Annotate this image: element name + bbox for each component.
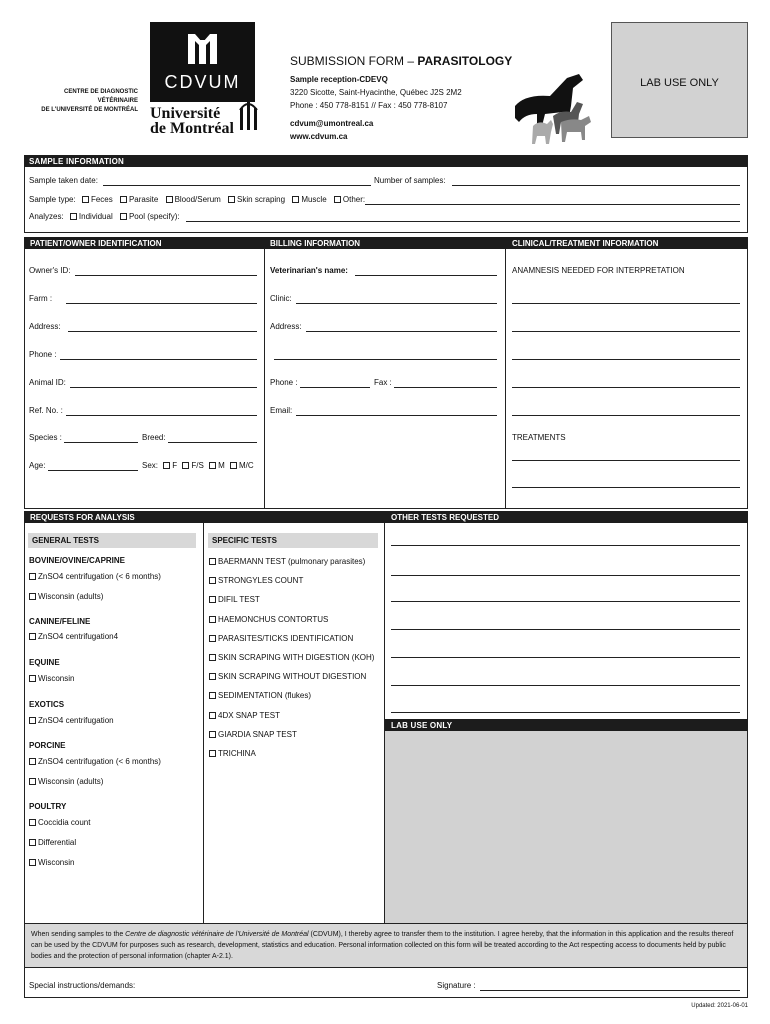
form-title-bold: PARASITOLOGY — [417, 54, 513, 68]
animals-icon — [505, 66, 595, 146]
other-test-line-4[interactable] — [391, 629, 740, 630]
patient-header: PATIENT/OWNER IDENTIFICATION — [30, 239, 162, 248]
specific-item-5[interactable]: PARASITES/TICKS IDENTIFICATION — [209, 634, 353, 643]
checkbox-poultry-coccidia[interactable] — [29, 819, 36, 826]
analyzes-row — [29, 212, 180, 221]
checkbox-4dx[interactable] — [209, 712, 216, 719]
univ-line1: Université — [150, 105, 221, 122]
checkbox-difil[interactable] — [209, 596, 216, 603]
parasite-label: Parasite — [128, 195, 159, 204]
centre-name-line1: CENTRE DE DIAGNOSTIC VÉTÉRINAIRE — [63, 89, 138, 104]
checkbox-canine-znso4[interactable] — [29, 633, 36, 640]
sample-info-header: SAMPLE INFORMATION — [24, 155, 748, 167]
specific-tests-header: SPECIFIC TESTS — [208, 533, 378, 548]
checkbox-blood-serum[interactable] — [166, 196, 173, 203]
canine-heading: CANINE/FELINE — [29, 617, 91, 626]
sample-type-row — [29, 195, 365, 204]
poultry-item-3[interactable]: Wisconsin — [29, 858, 74, 867]
checkbox-baermann[interactable] — [209, 558, 216, 565]
special-instructions-label: Special instructions/demands: — [29, 981, 136, 990]
animal-id-field[interactable] — [70, 387, 257, 388]
lab-phone: Phone : 450 778-8151 // Fax : 450 778-8107 — [290, 101, 448, 110]
porcine-heading: PORCINE — [29, 741, 66, 750]
treatments-line-2[interactable] — [512, 487, 740, 488]
checkbox-exotics-znso4[interactable] — [29, 717, 36, 724]
checkbox-haemonchus[interactable] — [209, 616, 216, 623]
checkbox-skin-koh[interactable] — [209, 654, 216, 661]
clinic-field[interactable] — [296, 303, 497, 304]
billing-phone-label: Phone : — [270, 378, 298, 387]
patient-address-field[interactable] — [68, 331, 257, 332]
column-divider-2 — [505, 249, 506, 509]
num-samples-field[interactable] — [452, 185, 740, 186]
other-label: Other: — [342, 195, 366, 204]
pool-label: Pool (specify): — [128, 212, 180, 221]
checkbox-sex-m[interactable] — [209, 462, 216, 469]
clinic-label: Clinic: — [270, 294, 292, 303]
reception: Sample reception-CDEVQ — [290, 75, 388, 84]
column-divider-1 — [264, 249, 265, 509]
breed-field[interactable] — [168, 442, 257, 443]
checkbox-feces[interactable] — [82, 196, 89, 203]
consent-text-1: When sending samples to the — [31, 931, 126, 938]
specific-item-1[interactable]: BAERMANN TEST (pulmonary parasites) — [209, 557, 365, 566]
specific-item-10[interactable]: GIARDIA SNAP TEST — [209, 730, 297, 739]
univ-line2: de Montréal — [150, 120, 234, 137]
logo-text: CDVUM — [164, 72, 241, 92]
owner-id-label: Owner's ID: — [29, 266, 71, 275]
sex-fs-label: F/S — [191, 461, 204, 470]
billing-address-field[interactable] — [306, 331, 497, 332]
patient-address-label: Address: — [29, 322, 61, 331]
lab-address: 3220 Sicotte, Saint-Hyacinthe, Québec J2S 2M2 — [290, 88, 462, 97]
checkbox-poultry-differential[interactable] — [29, 839, 36, 846]
lab-use-bar — [385, 719, 748, 731]
other-test-line-1[interactable] — [391, 545, 740, 546]
sex-mc-label: M/C — [238, 461, 254, 470]
requests-divider-1 — [203, 523, 204, 924]
exotics-item-1[interactable]: ZnSO4 centrifugation — [29, 716, 114, 725]
university-name — [150, 106, 234, 136]
ref-no-label: Ref. No. : — [29, 406, 63, 415]
billing-address-label: Address: — [270, 322, 302, 331]
university-emblem-icon — [238, 98, 260, 132]
checkbox-parasites-ticks[interactable] — [209, 635, 216, 642]
individual-label: Individual — [78, 212, 113, 221]
form-title-plain: SUBMISSION FORM – — [290, 54, 418, 68]
bovine-item-2[interactable]: Wisconsin (adults) — [29, 592, 103, 601]
checkbox-trichina[interactable] — [209, 750, 216, 757]
animal-id-label: Animal ID: — [29, 378, 66, 387]
billing-email-field[interactable] — [296, 415, 497, 416]
anamnesis-line-4[interactable] — [512, 387, 740, 388]
breed-label: Breed: — [142, 433, 166, 442]
bovine-item-1[interactable]: ZnSO4 centrifugation (< 6 months) — [29, 572, 161, 581]
other-test-line-7[interactable] — [391, 712, 740, 713]
checkbox-pool[interactable] — [120, 213, 127, 220]
reception-info — [290, 73, 462, 143]
anamnesis-line-3[interactable] — [512, 359, 740, 360]
lab-use-bar-label: LAB USE ONLY — [391, 721, 453, 730]
form-title — [290, 54, 512, 68]
consent-text-italic: Centre de diagnostic vétérinaire de l'Université de Montréal — [125, 931, 309, 938]
other-test-line-6[interactable] — [391, 685, 740, 686]
lab-email[interactable]: cdvum@umontreal.ca — [290, 119, 374, 128]
feces-label: Feces — [90, 195, 113, 204]
age-field[interactable] — [48, 470, 138, 471]
farm-field[interactable] — [66, 303, 257, 304]
anamnesis-line-1[interactable] — [512, 303, 740, 304]
checkbox-bovine-wisconsin[interactable] — [29, 593, 36, 600]
poultry-heading: POULTRY — [29, 802, 67, 811]
anamnesis-line-2[interactable] — [512, 331, 740, 332]
signature-field[interactable] — [480, 990, 740, 991]
other-test-line-5[interactable] — [391, 657, 740, 658]
billing-address-field-2[interactable] — [274, 359, 497, 360]
lab-web[interactable]: www.cdvum.ca — [290, 132, 348, 141]
sample-type-other-field[interactable] — [365, 204, 740, 205]
sample-date-field[interactable] — [103, 185, 371, 186]
billing-header: BILLING INFORMATION — [270, 239, 361, 248]
consent-box — [24, 924, 748, 968]
sample-date-label: Sample taken date: — [29, 176, 98, 185]
checkbox-bovine-znso4[interactable] — [29, 573, 36, 580]
equine-item-1[interactable]: Wisconsin — [29, 674, 74, 683]
other-test-line-3[interactable] — [391, 601, 740, 602]
pool-specify-field[interactable] — [186, 221, 740, 222]
anamnesis-label: ANAMNESIS NEEDED FOR INTERPRETATION — [512, 266, 685, 275]
centre-name-line2: DE L'UNIVERSITÉ DE MONTRÉAL — [41, 107, 138, 113]
ref-no-field[interactable] — [66, 415, 257, 416]
specific-item-8[interactable]: SEDIMENTATION (flukes) — [209, 691, 311, 700]
clinical-header: CLINICAL/TREATMENT INFORMATION — [512, 239, 659, 248]
billing-fax-label: Fax : — [374, 378, 392, 387]
checkbox-equine-wisconsin[interactable] — [29, 675, 36, 682]
checkbox-skin-scraping[interactable] — [228, 196, 235, 203]
specific-item-2[interactable]: STRONGYLES COUNT — [209, 576, 303, 585]
treatments-line-1[interactable] — [512, 460, 740, 461]
porcine-item-2[interactable]: Wisconsin (adults) — [29, 777, 103, 786]
general-tests-header: GENERAL TESTS — [28, 533, 196, 548]
billing-email-label: Email: — [270, 406, 293, 415]
billing-phone-field[interactable] — [300, 387, 370, 388]
anamnesis-line-5[interactable] — [512, 415, 740, 416]
equine-heading: EQUINE — [29, 658, 60, 667]
analyzes-label: Analyzes: — [29, 212, 64, 221]
checkbox-sedimentation[interactable] — [209, 692, 216, 699]
centre-name — [28, 88, 138, 115]
checkbox-sex-f[interactable] — [163, 462, 170, 469]
checkbox-individual[interactable] — [70, 213, 77, 220]
specific-item-4[interactable]: HAEMONCHUS CONTORTUS — [209, 615, 328, 624]
sex-row — [142, 461, 254, 470]
age-label: Age: — [29, 461, 46, 470]
billing-fax-field[interactable] — [394, 387, 497, 388]
vet-name-field[interactable] — [355, 275, 497, 276]
sex-m-label: M — [218, 461, 225, 470]
skin-scraping-label: Skin scraping — [237, 195, 286, 204]
checkbox-sex-fs[interactable] — [182, 462, 189, 469]
specific-item-7[interactable]: SKIN SCRAPING WITHOUT DIGESTION — [209, 672, 366, 681]
specific-item-9[interactable]: 4DX SNAP TEST — [209, 711, 280, 720]
signature-label: Signature : — [437, 981, 476, 990]
vet-name-label: Veterinarian's name: — [270, 266, 348, 275]
checkbox-porcine-znso4[interactable] — [29, 758, 36, 765]
treatments-label: TREATMENTS — [512, 433, 566, 442]
num-samples-label: Number of samples: — [374, 176, 446, 185]
consent-text-2: (CDVUM), I thereby agree to transfer them to the institution. I agree hereby, that the information in this application and the results thereof can be used by the CDVUM for purposes such as research, development, statistics and education. Personal information collected on this form will be treated according to the Act respecting access to documents held by public bodies and the protection of personal information (chapter A-2.1). — [31, 931, 734, 960]
requests-header: REQUESTS FOR ANALYSIS — [30, 513, 135, 522]
checkbox-parasite[interactable] — [120, 196, 127, 203]
patient-phone-label: Phone : — [29, 350, 57, 359]
species-field[interactable] — [64, 442, 138, 443]
checkbox-giardia[interactable] — [209, 731, 216, 738]
specific-item-6[interactable]: SKIN SCRAPING WITH DIGESTION (KOH) — [209, 653, 374, 662]
exotics-heading: EXOTICS — [29, 700, 65, 709]
bovine-heading: BOVINE/OVINE/CAPRINE — [29, 556, 126, 565]
species-label: Species : — [29, 433, 62, 442]
owner-id-field[interactable] — [75, 275, 257, 276]
poultry-item-2[interactable]: Differential — [29, 838, 76, 847]
lab-use-box — [611, 22, 748, 138]
patient-phone-field[interactable] — [60, 359, 257, 360]
specific-item-11[interactable]: TRICHINA — [209, 749, 256, 758]
sex-label: Sex: — [142, 461, 159, 470]
canine-item-1[interactable]: ZnSO4 centrifugation4 — [29, 632, 118, 641]
other-tests-header: OTHER TESTS REQUESTED — [391, 513, 500, 522]
checkbox-porcine-wisconsin[interactable] — [29, 778, 36, 785]
sex-f-label: F — [172, 461, 178, 470]
specific-item-3[interactable]: DIFIL TEST — [209, 595, 260, 604]
muscle-label: Muscle — [301, 195, 327, 204]
farm-label: Farm : — [29, 294, 53, 303]
other-test-line-2[interactable] — [391, 575, 740, 576]
cdvum-logo — [150, 22, 255, 102]
lab-use-label: LAB USE ONLY — [640, 77, 719, 89]
blood-serum-label: Blood/Serum — [174, 195, 221, 204]
checkbox-skin-no-digestion[interactable] — [209, 673, 216, 680]
porcine-item-1[interactable]: ZnSO4 centrifugation (< 6 months) — [29, 757, 161, 766]
lab-use-area — [385, 731, 747, 923]
checkbox-other[interactable] — [334, 196, 341, 203]
sample-type-label: Sample type: — [29, 195, 76, 204]
updated-date: Updated: 2021-06-01 — [691, 1003, 748, 1009]
checkbox-poultry-wisconsin[interactable] — [29, 859, 36, 866]
checkbox-sex-mc[interactable] — [230, 462, 237, 469]
poultry-item-1[interactable]: Coccidia count — [29, 818, 90, 827]
checkbox-strongyles[interactable] — [209, 577, 216, 584]
checkbox-muscle[interactable] — [292, 196, 299, 203]
